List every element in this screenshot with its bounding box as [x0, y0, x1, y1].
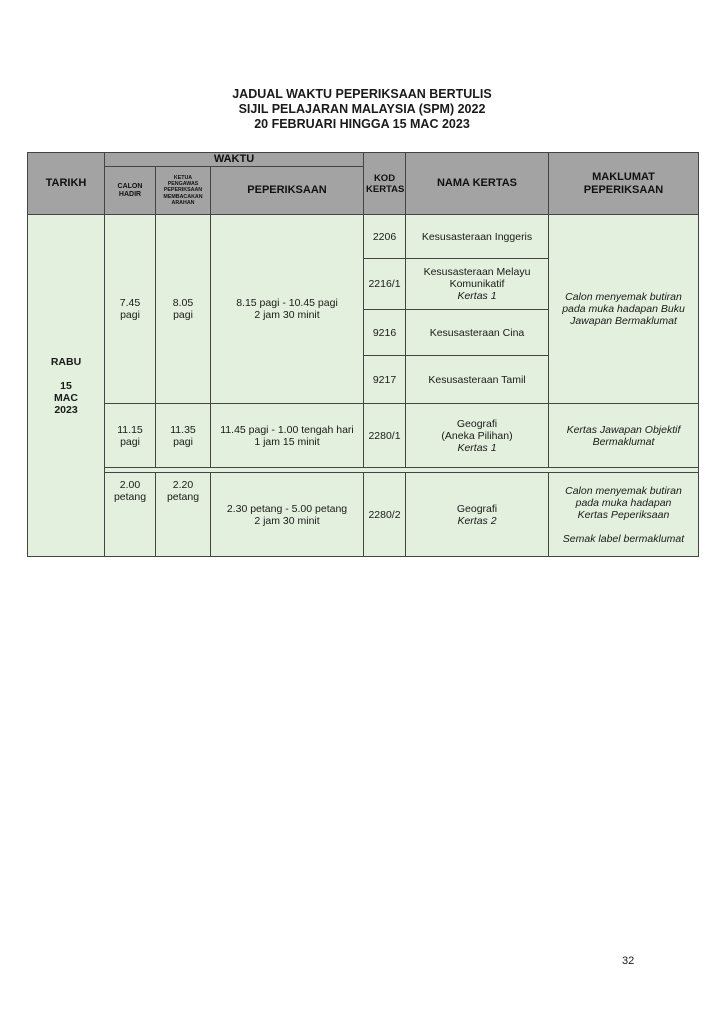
- session1-calon-period: pagi: [120, 309, 140, 321]
- header-kod-line-2: KERTAS: [366, 183, 405, 195]
- header-ketua-line-5: ARAHAN: [171, 199, 195, 206]
- header-ketua-line-1: KETUA: [173, 174, 193, 181]
- session3-info-line-2: pada muka hadapan: [575, 496, 672, 509]
- title-line-2: SIJIL PELAJARAN MALAYSIA (SPM) 2022: [238, 102, 486, 116]
- session2-calon-period: pagi: [120, 435, 140, 448]
- session3-ketua-pengawas: [156, 473, 211, 557]
- session1-calon-time: 7.45: [119, 297, 141, 309]
- session1-ketua-pengawas: [156, 215, 211, 404]
- session2-ketua-pengawas: [156, 404, 211, 468]
- session3-ketua-period: petang: [166, 491, 200, 503]
- session3-calon-period: petang: [113, 491, 147, 503]
- paper-2280-2-kertas: Kertas 2: [457, 514, 497, 527]
- paper-2216-1-nama-line-2: Komunikatif: [449, 278, 505, 290]
- date-day: RABU: [50, 355, 82, 368]
- paper-2280-2-kod: 2280/2: [364, 473, 406, 557]
- session1-info-line-2: pada muka hadapan Buku: [562, 303, 685, 315]
- paper-9217-nama: Kesusasteraan Tamil: [406, 356, 549, 404]
- title-line-1: JADUAL WAKTU PEPERIKSAAN BERTULIS: [232, 87, 492, 101]
- session2-info-line-1: Kertas Jawapan Objektif: [566, 423, 681, 436]
- session3-time-range: 2.30 petang - 5.00 petang: [226, 502, 348, 515]
- session1-time-range: 8.15 pagi - 10.45 pagi: [236, 297, 338, 309]
- session2-calon-hadir: [105, 404, 156, 468]
- session2-maklumat: [549, 404, 699, 468]
- header-maklumat-line-1: MAKLUMAT: [592, 170, 655, 183]
- paper-2206-nama: Kesusasteraan Inggeris: [406, 215, 549, 259]
- exam-date-cell: [28, 215, 105, 557]
- session2-time-range: 11.45 pagi - 1.00 tengah hari: [220, 423, 354, 436]
- session3-ketua-time: 2.20: [172, 479, 194, 491]
- header-peperiksaan: PEPERIKSAAN: [211, 167, 364, 215]
- paper-9216-kod: 9216: [364, 310, 406, 356]
- title-line-3: 20 FEBRUARI HINGGA 15 MAC 2023: [254, 117, 470, 131]
- header-kod-kertas: [364, 153, 406, 215]
- header-calon-line-2: HADIR: [118, 190, 142, 198]
- page-number: 32: [622, 955, 635, 967]
- paper-2280-1-kertas: Kertas 1: [457, 441, 497, 454]
- session1-info-line-1: Calon menyemak butiran: [565, 291, 682, 303]
- session1-ketua-period: pagi: [173, 309, 193, 321]
- session3-duration: 2 jam 30 minit: [254, 514, 320, 527]
- session2-ketua-time: 11.35: [170, 423, 196, 436]
- exam-schedule-table: [27, 152, 699, 557]
- header-ketua-pengawas: [156, 167, 211, 215]
- paper-2206-kod: 2206: [364, 215, 406, 259]
- session1-maklumat: [549, 215, 699, 404]
- session2-ketua-period: pagi: [173, 435, 193, 448]
- document-title: [0, 87, 724, 132]
- date-year: 2023: [54, 403, 78, 416]
- paper-9216-nama: Kesusasteraan Cina: [406, 310, 549, 356]
- session3-maklumat: [549, 473, 699, 557]
- paper-2216-1-kertas: Kertas 1: [457, 290, 497, 302]
- header-waktu: WAKTU: [105, 153, 364, 167]
- paper-2280-1-nama: [406, 404, 549, 468]
- session1-ketua-time: 8.05: [172, 297, 194, 309]
- session3-calon-hadir: [105, 473, 156, 557]
- paper-2216-1-kod: 2216/1: [364, 259, 406, 310]
- header-ketua-line-2: PENGAWAS: [167, 181, 199, 188]
- session3-info-line-4: Semak label bermaklumat: [562, 532, 685, 545]
- paper-2216-1-nama-line-1: Kesusasteraan Melayu: [423, 266, 531, 278]
- header-ketua-line-4: MEMBACAKAN: [163, 193, 203, 200]
- paper-2280-1-nama-line-2: (Aneka Pilihan): [441, 429, 513, 442]
- header-ketua-line-3: PEPERIKSAAN: [163, 187, 203, 194]
- session1-peperiksaan-time: [211, 215, 364, 404]
- session2-info-line-2: Bermaklumat: [592, 435, 655, 448]
- paper-2280-1-kod: 2280/1: [364, 404, 406, 468]
- paper-2280-1-nama-line-1: Geografi: [456, 417, 498, 430]
- session2-peperiksaan-time: [211, 404, 364, 468]
- header-calon-hadir: [105, 167, 156, 215]
- header-calon-line-1: CALON: [117, 182, 143, 190]
- session1-duration: 2 jam 30 minit: [254, 309, 320, 321]
- session1-calon-hadir: [105, 215, 156, 404]
- session2-duration: 1 jam 15 minit: [254, 435, 320, 448]
- session3-info-line-1: Calon menyemak butiran: [565, 484, 682, 497]
- header-kod-line-1: KOD: [373, 172, 396, 184]
- paper-2280-2-nama: [406, 473, 549, 557]
- session2-calon-time: 11.15: [117, 423, 143, 436]
- paper-2280-2-nama-line-1: Geografi: [456, 502, 498, 515]
- session3-calon-time: 2.00: [119, 479, 141, 491]
- date-num: 15: [60, 379, 72, 392]
- paper-2216-1-nama: [406, 259, 549, 310]
- date-month: MAC: [54, 391, 78, 404]
- header-nama-kertas: NAMA KERTAS: [406, 153, 549, 215]
- session1-info-line-3: Jawapan Bermaklumat: [570, 315, 677, 327]
- header-maklumat-line-2: PEPERIKSAAN: [583, 183, 664, 196]
- paper-9217-kod: 9217: [364, 356, 406, 404]
- header-maklumat: [549, 153, 699, 215]
- session3-peperiksaan-time: [211, 473, 364, 557]
- session3-info-line-3: Kertas Peperiksaan: [577, 508, 670, 521]
- header-tarikh: TARIKH: [28, 153, 105, 215]
